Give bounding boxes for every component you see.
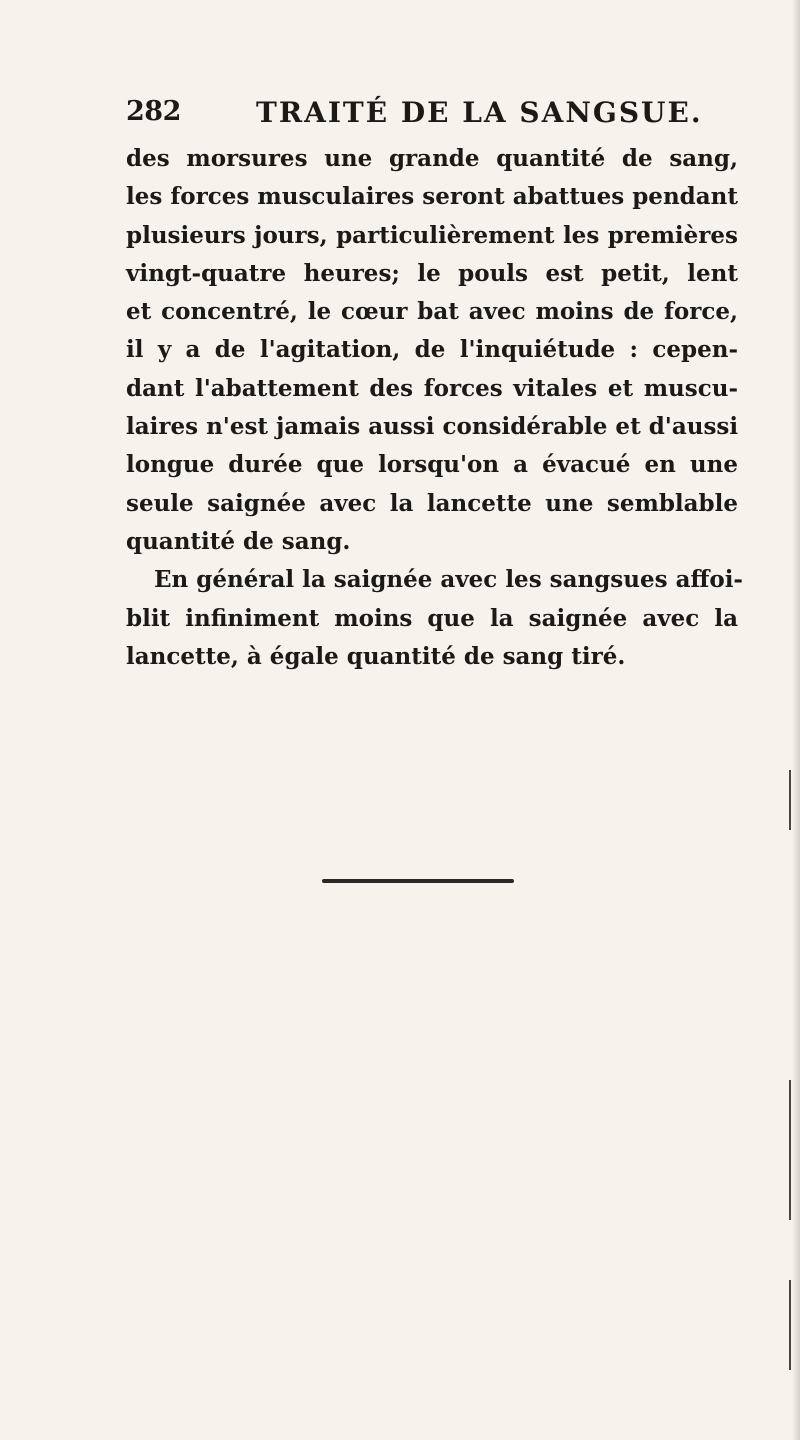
- text-line: blit infiniment moins que la saignée avec la: [126, 604, 738, 632]
- text-line: il y a de l'agitation, de l'inquiétude : cepen-: [126, 336, 738, 364]
- paragraph-start-line: En général la saignée avec les sangsues affoi-: [154, 566, 743, 594]
- text-line: les forces musculaires seront abattues pendant: [126, 183, 738, 211]
- body-text: [126, 140, 743, 676]
- running-head: [126, 96, 736, 136]
- page-edge-mark: [789, 1280, 791, 1370]
- page-edge-mark: [789, 770, 791, 830]
- text-line: seule saignée avec la lancette une semblable: [126, 489, 738, 517]
- text-line: vingt-quatre heures; le pouls est petit, lent: [126, 259, 738, 287]
- text-line: longue durée que lorsqu'on a évacué en une: [126, 451, 738, 479]
- paragraph-end-line: lancette, à égale quantité de sang tiré.: [126, 642, 626, 670]
- text-line: dant l'abattement des forces vitales et muscu-: [126, 374, 738, 402]
- page-edge-shadow: [792, 0, 800, 1440]
- text-line: laires n'est jamais aussi considérable et d'aussi: [126, 413, 739, 441]
- text-line: et concentré, le cœur bat avec moins de force,: [126, 298, 738, 326]
- page-number: 282: [126, 96, 181, 127]
- paragraph-end-line: quantité de sang.: [126, 527, 351, 555]
- text-line: des morsures une grande quantité de sang,: [126, 145, 738, 172]
- running-title: TRAITÉ DE LA SANGSUE.: [256, 96, 703, 129]
- text-line: plusieurs jours, particulièrement les premières: [126, 221, 738, 249]
- page-edge-mark: [789, 1080, 791, 1220]
- end-rule: [322, 879, 514, 883]
